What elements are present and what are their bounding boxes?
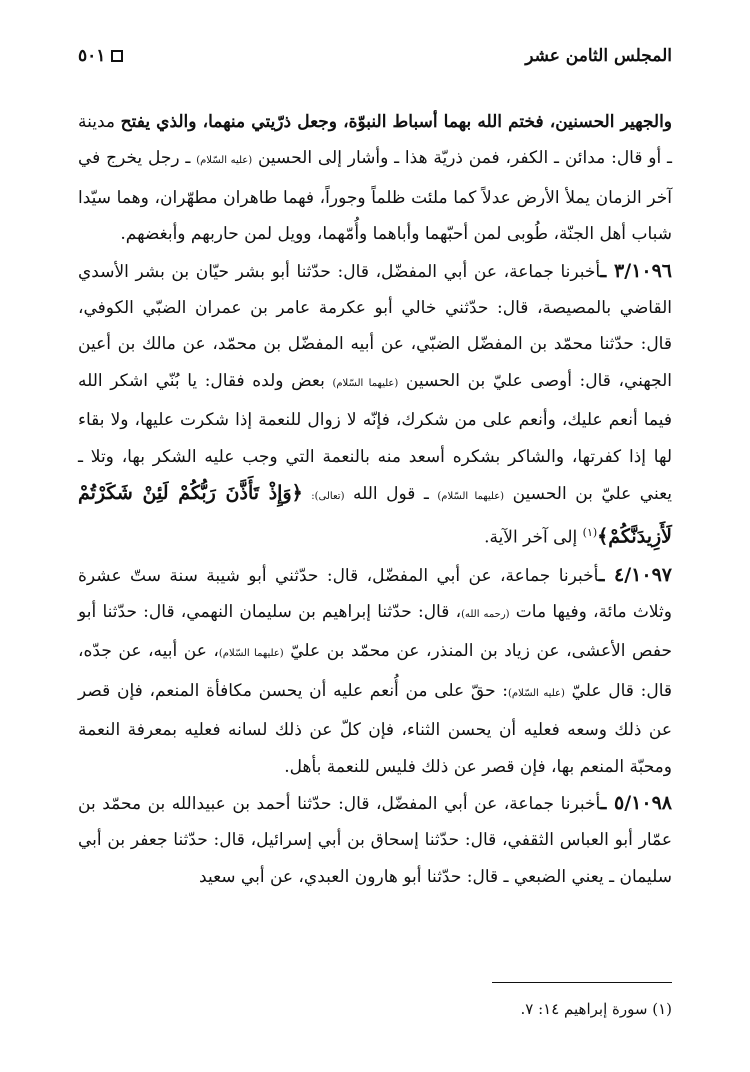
hadith-text: ، قال: حدّثنا إبراهيم بن سليمان النهمي، قال: حدّثنا أبو حفص الأعشى، عن زياد بن المنذر، عن محمّد بن عليّ bbox=[78, 601, 672, 662]
body-text bbox=[78, 104, 672, 895]
hadith-1096 bbox=[78, 253, 672, 557]
intro-text-a: مدينة ـ أو قال: مدائن ـ الكفر، فمن ذريّة هذا ـ وأشار إلى الحسين bbox=[78, 112, 673, 169]
footnote-ref[interactable]: (١) bbox=[582, 526, 598, 540]
hadith-text: : حقّ على من أُنعم عليه أن يحسن مكافأة المنعم، فإن قصر عن ذلك وسعه فعليه أن يحسن الثناء، فإن كلّ عن ذلك لسانه فعليه بمعرفة النعمة ومحبّة المنعم بها، فإن قصر عن ذلك فليس للنعمة بأهل. bbox=[78, 680, 672, 777]
square-ornament-icon bbox=[111, 50, 123, 62]
intro-lead-line: والجهير الحسنين، فختم الله بهما أسباط النبوّة، وجعل ذرّيتي منهما، والذي يفتح bbox=[120, 112, 672, 132]
hadith-number: ٣/١٠٩٦ ـ bbox=[600, 259, 673, 282]
footnote: (١) سورة إبراهيم ١٤: ٧. bbox=[520, 1000, 672, 1018]
running-title: المجلس الثامن عشر bbox=[525, 46, 672, 66]
honorific: (عليهما السّلام) bbox=[332, 377, 399, 389]
honorific: (عليهما السّلام) bbox=[218, 648, 284, 660]
hadith-text: أخبرنا جماعة، عن أبي المفضّل، قال: حدّثني أبو شيبة سنة ستّ عشرة وثلاث مائة، وفيها مات bbox=[78, 565, 672, 622]
hadith-text: إلى آخر الآية. bbox=[484, 528, 578, 549]
page-number: ٥٠١ bbox=[78, 46, 106, 66]
page-header bbox=[78, 36, 672, 76]
hadith-text: بعض ولده فقال: يا بُنّي اشكر الله فيما أنعم عليك، وأنعم على من شكرك، فإنّه لا زوال للنعمة إذا شكرت عليها، ولا بقاء لها إذا كفرتها، والشاكر بشكره أسعد منه بالنعمة التي وجب عليه الشكر بها، وتلا ـ يعني عليّ بن الحسين bbox=[78, 370, 673, 505]
intro-paragraph bbox=[78, 104, 672, 253]
honorific: (عليهما السّلام) bbox=[437, 491, 505, 503]
honorific: (عليه السّلام) bbox=[196, 155, 253, 167]
footnote-divider bbox=[492, 982, 672, 983]
quran-verse: ﴿وَإِذْ تَأَذَّنَ رَبُّكُمْ لَئِنْ شَكَرْتُمْ لَأَزِيدَنَّكُمْ﴾ bbox=[78, 482, 672, 549]
hadith-1098 bbox=[78, 785, 672, 895]
hadith-text: ، عن أبيه، عن جدّه، قال: قال عليّ bbox=[78, 641, 673, 701]
intro-text-b: ـ رجل يخرج في آخر الزمان يملأ الأرض عدلاً كما ملئت ظلماً وجوراً، فهما طاهران مطهّران، وهما سيّدا شباب أهل الجنّة، طُوبى لمن أحبّهما وأباهما وأُمّهما، وويل لمن حاربهم وأبغضهم. bbox=[78, 148, 672, 245]
hadith-text: أخبرنا جماعة، عن أبي المفضّل، قال: حدّثنا أحمد بن عبيدالله بن محمّد بن عمّار أبو العباس الثقفي، قال: حدّثنا إسحاق بن أبي إسرائيل، قال: حدّثنا جعفر بن أبي سليمان ـ يعني الضبعي ـ قال: حدّثنا أبو هارون العبدي، عن أبي سعيد bbox=[78, 793, 672, 887]
honorific: (تعالى): bbox=[311, 491, 345, 503]
honorific: (رحمه الله) bbox=[461, 608, 510, 620]
hadith-text: أخبرنا جماعة، عن أبي المفضّل، قال: حدّثنا أبو بشر حيّان بن بشر الأسدي القاضي بالمصيصة، قال: حدّثني خالي أبو عكرمة عامر بن عمران الضبّي الكوفي، قال: حدّثنا محمّد بن المفضّل الضبّي، عن أبيه المفضّل بن محمّد، عن مالك بن أعين الجهني، قال: أوصى عليّ بن الحسين bbox=[78, 261, 673, 391]
hadith-number: ٤/١٠٩٧ ـ bbox=[598, 563, 672, 586]
page-number-block bbox=[78, 46, 123, 66]
hadith-text: ـ قول الله bbox=[353, 484, 429, 505]
honorific: (عليه السّلام) bbox=[508, 687, 565, 699]
hadith-1097 bbox=[78, 557, 672, 785]
hadith-number: ٥/١٠٩٨ ـ bbox=[600, 791, 672, 814]
